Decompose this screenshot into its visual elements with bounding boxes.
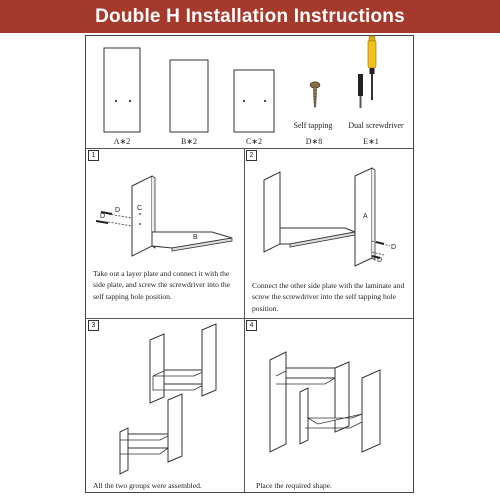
step-number: 4 <box>246 320 257 331</box>
screwdriver-label: E∗1 <box>363 137 379 146</box>
page-title: Double H Installation Instructions <box>95 6 405 27</box>
part-b-board <box>170 60 208 132</box>
part-c-label: C∗2 <box>245 137 263 146</box>
step-caption: All the two groups were assembled. <box>93 481 202 490</box>
hole <box>115 100 117 102</box>
part-a-board <box>104 48 140 132</box>
screw-label: D∗8 <box>305 137 323 146</box>
label-d: D <box>115 207 121 214</box>
screw-icon <box>310 82 320 107</box>
step-number: 1 <box>88 150 99 161</box>
step4-diagram <box>270 352 380 452</box>
label-b: B <box>193 234 198 241</box>
label-d: D <box>100 213 106 220</box>
label-d: D <box>377 257 383 264</box>
label-a: A <box>363 213 368 220</box>
part-c-board <box>234 70 274 132</box>
step1-diagram <box>96 176 232 256</box>
part-b-label: B∗2 <box>180 137 198 146</box>
hole <box>243 100 245 102</box>
step-number: 3 <box>88 320 99 331</box>
hole <box>129 100 131 102</box>
label-c: C <box>137 205 143 212</box>
screwdriver-icon <box>358 36 376 108</box>
label-d: D <box>391 244 397 251</box>
step3-diagram <box>120 324 216 474</box>
step-caption: Connect the other side plate with the laminate and screw the screwdriver into the self tapping hole position. <box>252 281 405 313</box>
screwdriver-name: Dual screwdriver <box>348 121 404 130</box>
step2-diagram <box>264 168 396 266</box>
step-caption: Place the required shape. <box>256 481 332 490</box>
step-number: 2 <box>246 150 257 161</box>
step-caption: Take out a layer plate and connect it with the side plate, and screw the screwdriver into the self tapping hole position. <box>93 269 231 301</box>
screw-name: Self tapping <box>293 121 333 130</box>
part-a-label: A∗2 <box>113 137 131 146</box>
hole <box>264 100 266 102</box>
